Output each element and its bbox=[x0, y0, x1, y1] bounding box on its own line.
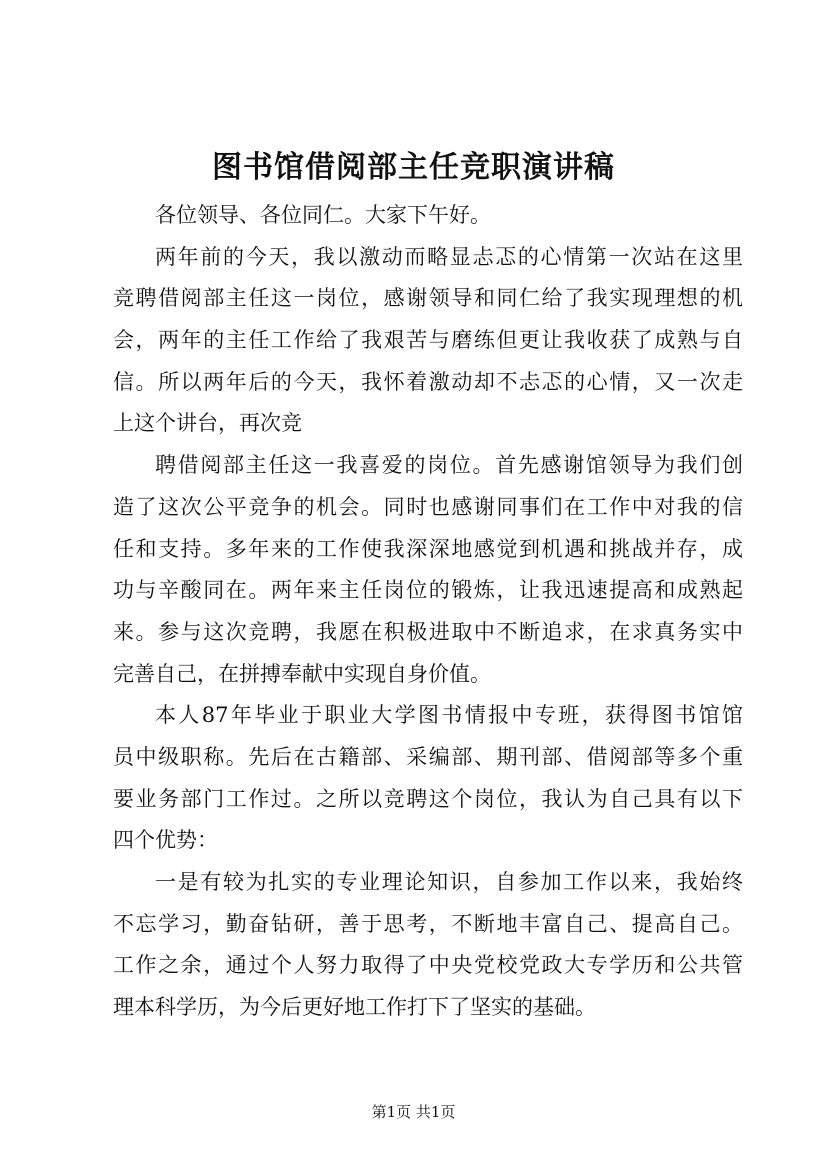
body-line: 功与辛酸同在。两年来主任岗位的锻炼，让我迅速提高和成熟起 bbox=[113, 578, 743, 603]
body-line: 竞聘借阅部主任这一岗位，感谢领导和同仁给了我实现理想的机 bbox=[113, 286, 743, 311]
body-line: 聘借阅部主任这一我喜爱的岗位。首先感谢馆领导为我们创 bbox=[155, 453, 743, 478]
body-line: 完善自己，在拼搏奉献中实现自身价值。 bbox=[113, 661, 491, 686]
body-line: 任和支持。多年来的工作使我深深地感觉到机遇和挑战并存，成 bbox=[113, 536, 743, 561]
body-line: 会，两年的主任工作给了我艰苦与磨练但更让我收获了成熟与自 bbox=[113, 328, 743, 353]
body-line: 四个优势： bbox=[113, 828, 218, 853]
body-line: 来。参与这次竞聘，我愿在积极进取中不断追求，在求真务实中 bbox=[113, 619, 743, 644]
document-title: 图书馆借阅部主任竞职演讲稿 bbox=[212, 150, 615, 185]
page-number-footer: 第1页 共1页 bbox=[371, 1103, 456, 1121]
body-line: 造了这次公平竞争的机会。同时也感谢同事们在工作中对我的信 bbox=[113, 494, 743, 519]
body-line: 理本科学历，为今后更好地工作打下了坚实的基础。 bbox=[113, 995, 596, 1020]
body-line: 员中级职称。先后在古籍部、采编部、期刊部、借阅部等多个重 bbox=[113, 744, 743, 769]
body-line: 上这个讲台，再次竞 bbox=[113, 411, 302, 436]
body-line: 一是有较为扎实的专业理论知识，自参加工作以来，我始终 bbox=[155, 870, 743, 894]
body-line: 工作之余，通过个人努力取得了中央党校党政大专学历和公共管 bbox=[113, 953, 743, 978]
document-body bbox=[113, 195, 743, 1029]
body-line: 信。所以两年后的今天，我怀着激动却不忐忑的心情，又一次走 bbox=[113, 369, 743, 394]
body-line: 两年前的今天，我以激动而略显忐忑的心情第一次站在这里 bbox=[155, 244, 743, 269]
body-line: 本人87年毕业于职业大学图书情报中专班，获得图书馆馆 bbox=[155, 703, 743, 728]
body-line: 各位领导、各位同仁。大家下午好。 bbox=[155, 203, 491, 227]
body-line: 不忘学习，勤奋钻研，善于思考，不断地丰富自己、提高自己。 bbox=[113, 911, 743, 936]
body-line: 要业务部门工作过。之所以竞聘这个岗位，我认为自己具有以下 bbox=[113, 786, 743, 811]
